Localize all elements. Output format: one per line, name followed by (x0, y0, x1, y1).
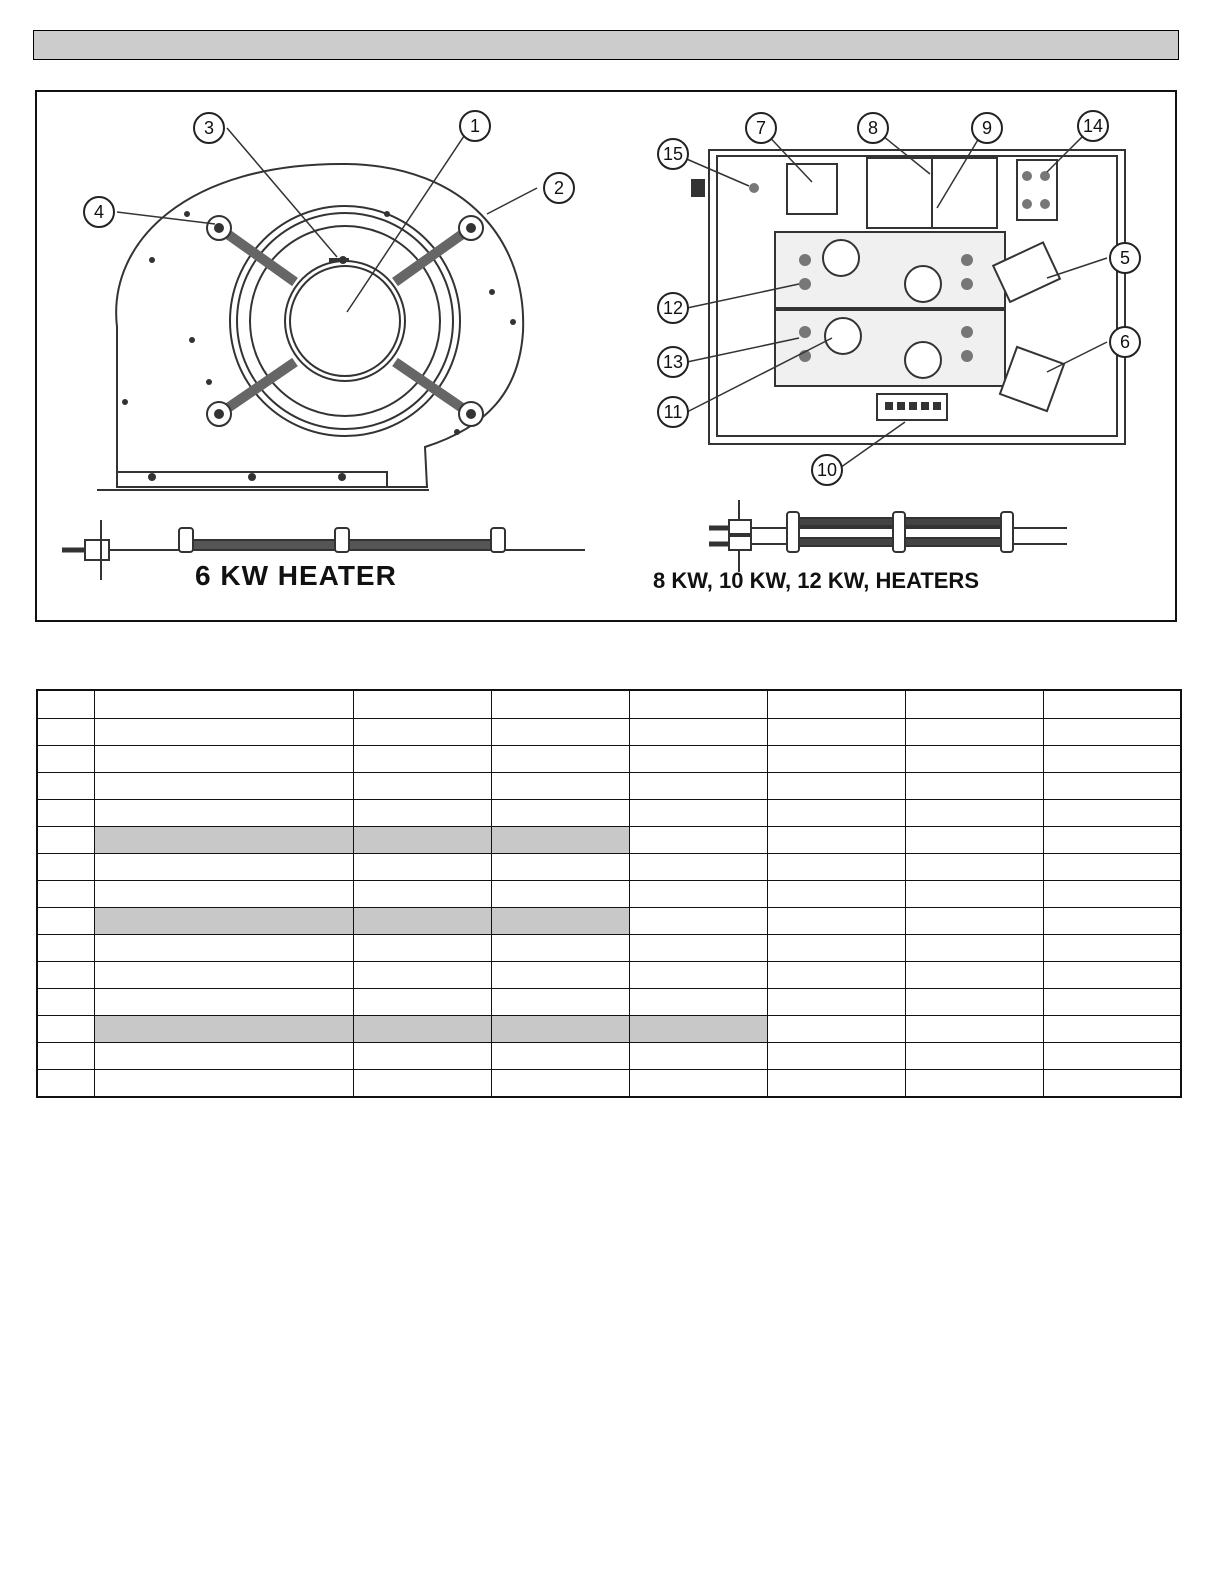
table-cell (353, 1043, 491, 1070)
table-cell (767, 881, 905, 908)
table-cell (767, 800, 905, 827)
table-cell (767, 1016, 905, 1043)
blower-housing (97, 164, 523, 490)
callout-2: 2 (553, 178, 565, 198)
parts-figure (35, 90, 1177, 622)
table-cell (491, 962, 629, 989)
table-cell (491, 854, 629, 881)
table-cell (905, 690, 1043, 719)
table-cell (94, 690, 353, 719)
table-cell (905, 881, 1043, 908)
left-caption: 6 KW HEATER (195, 560, 397, 591)
table-cell (1043, 1043, 1181, 1070)
table-row (37, 881, 1181, 908)
table-cell (905, 989, 1043, 1016)
table-cell (353, 1016, 491, 1043)
table-cell (37, 690, 94, 719)
table-cell (767, 1070, 905, 1098)
table-cell (353, 935, 491, 962)
table-cell (767, 908, 905, 935)
callout-10: 10 (816, 460, 838, 480)
table-cell (491, 989, 629, 1016)
table-cell (353, 690, 491, 719)
table-cell (94, 881, 353, 908)
table-cell (353, 962, 491, 989)
table-cell (491, 773, 629, 800)
table-cell (1043, 854, 1181, 881)
table-cell (767, 989, 905, 1016)
table-cell (94, 1016, 353, 1043)
table-cell (37, 908, 94, 935)
callout-3: 3 (203, 118, 215, 138)
table-cell (905, 962, 1043, 989)
table-row (37, 854, 1181, 881)
callout-12: 12 (662, 298, 684, 318)
parts-table (36, 689, 1182, 1098)
table-cell (629, 881, 767, 908)
table-cell (767, 935, 905, 962)
callout-6: 6 (1119, 332, 1131, 352)
table-cell (629, 800, 767, 827)
callout-14: 14 (1082, 116, 1104, 136)
callout-15: 15 (662, 144, 684, 164)
table-cell (353, 854, 491, 881)
control-box (692, 150, 1125, 444)
table-cell (94, 935, 353, 962)
table-cell (629, 827, 767, 854)
table-cell (629, 773, 767, 800)
table-cell (905, 935, 1043, 962)
callout-9: 9 (981, 118, 993, 138)
table-cell (629, 989, 767, 1016)
table-cell (491, 908, 629, 935)
table-cell (1043, 962, 1181, 989)
table-cell (353, 773, 491, 800)
table-cell (491, 1016, 629, 1043)
table-cell (767, 827, 905, 854)
table-cell (1043, 908, 1181, 935)
table-cell (767, 719, 905, 746)
table-cell (491, 746, 629, 773)
table-cell (767, 690, 905, 719)
table-cell (37, 773, 94, 800)
table-cell (767, 746, 905, 773)
table-cell (353, 1070, 491, 1098)
callout-7: 7 (755, 118, 767, 138)
heater-diagram (37, 92, 1175, 620)
table-cell (491, 800, 629, 827)
table-cell (94, 962, 353, 989)
table-row (37, 719, 1181, 746)
table-row (37, 989, 1181, 1016)
table-cell (905, 719, 1043, 746)
table-cell (1043, 690, 1181, 719)
table-cell (1043, 989, 1181, 1016)
table-cell (629, 746, 767, 773)
table-cell (629, 854, 767, 881)
table-row (37, 908, 1181, 935)
table-cell (491, 827, 629, 854)
table-cell (629, 935, 767, 962)
table-cell (353, 908, 491, 935)
table-cell (1043, 1070, 1181, 1098)
table-cell (37, 962, 94, 989)
table-cell (905, 908, 1043, 935)
table-cell (37, 1016, 94, 1043)
table-row (37, 1070, 1181, 1098)
callout-1: 1 (469, 116, 481, 136)
table-cell (37, 827, 94, 854)
table-cell (353, 827, 491, 854)
table-cell (905, 854, 1043, 881)
table-cell (94, 1043, 353, 1070)
table-cell (1043, 746, 1181, 773)
callout-5: 5 (1119, 248, 1131, 268)
table-cell (1043, 800, 1181, 827)
table-cell (905, 746, 1043, 773)
table-cell (491, 690, 629, 719)
table-cell (37, 746, 94, 773)
table-cell (491, 881, 629, 908)
table-cell (905, 1070, 1043, 1098)
table-cell (767, 854, 905, 881)
table-cell (94, 773, 353, 800)
callout-11: 11 (663, 402, 683, 422)
table-row (37, 827, 1181, 854)
table-cell (37, 719, 94, 746)
table-cell (94, 854, 353, 881)
table-cell (37, 881, 94, 908)
table-cell (767, 962, 905, 989)
table-cell (1043, 881, 1181, 908)
table-cell (767, 1043, 905, 1070)
table-row (37, 935, 1181, 962)
right-caption: 8 KW, 10 KW, 12 KW, HEATERS (653, 568, 979, 593)
table-cell (37, 1043, 94, 1070)
table-cell (94, 800, 353, 827)
table-cell (94, 827, 353, 854)
table-cell (353, 881, 491, 908)
table-cell (37, 800, 94, 827)
table-cell (353, 989, 491, 1016)
table-cell (37, 854, 94, 881)
section-title-bar (33, 30, 1179, 60)
table-cell (491, 1043, 629, 1070)
table-row (37, 800, 1181, 827)
table-row (37, 773, 1181, 800)
table-cell (353, 719, 491, 746)
table-cell (37, 989, 94, 1016)
table-cell (905, 773, 1043, 800)
table-cell (94, 1070, 353, 1098)
table-cell (353, 746, 491, 773)
table-cell (1043, 1016, 1181, 1043)
table-cell (629, 1016, 767, 1043)
table-row (37, 690, 1181, 719)
heater-element-multi (709, 500, 1067, 572)
table-cell (94, 989, 353, 1016)
table-cell (491, 719, 629, 746)
table-cell (1043, 827, 1181, 854)
table-cell (1043, 719, 1181, 746)
table-row (37, 1016, 1181, 1043)
callout-4: 4 (93, 202, 105, 222)
table-cell (353, 800, 491, 827)
table-row (37, 746, 1181, 773)
table-cell (1043, 773, 1181, 800)
table-cell (94, 746, 353, 773)
callout-13: 13 (662, 352, 684, 372)
table-cell (905, 1016, 1043, 1043)
table-cell (1043, 935, 1181, 962)
table-cell (94, 719, 353, 746)
table-cell (37, 935, 94, 962)
table-cell (491, 1070, 629, 1098)
table-cell (905, 827, 1043, 854)
table-cell (629, 719, 767, 746)
table-cell (629, 908, 767, 935)
table-row (37, 1043, 1181, 1070)
table-cell (767, 773, 905, 800)
callout-8: 8 (867, 118, 879, 138)
table-cell (629, 1070, 767, 1098)
table-cell (629, 962, 767, 989)
table-cell (629, 1043, 767, 1070)
table-cell (905, 800, 1043, 827)
table-cell (905, 1043, 1043, 1070)
table-cell (37, 1070, 94, 1098)
table-cell (629, 690, 767, 719)
table-cell (94, 908, 353, 935)
table-row (37, 962, 1181, 989)
table-cell (491, 935, 629, 962)
